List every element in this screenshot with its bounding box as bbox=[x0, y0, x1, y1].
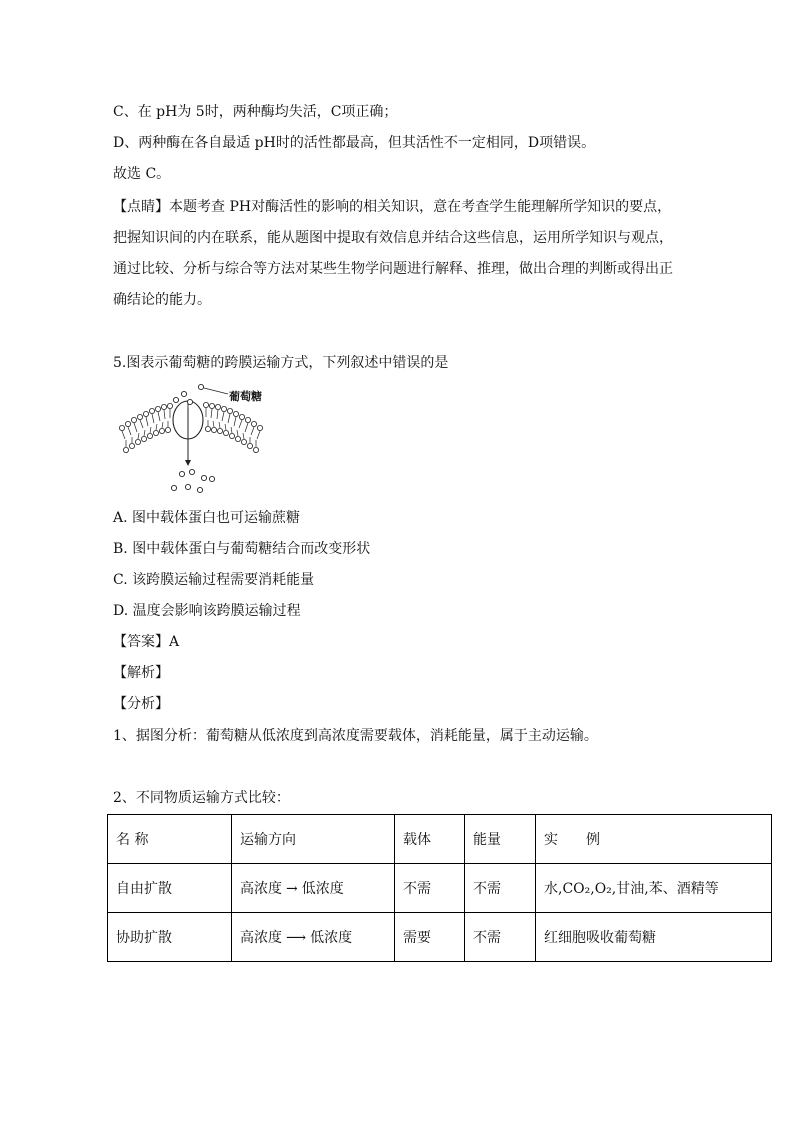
arrow-icon: → bbox=[286, 881, 298, 897]
membrane-diagram bbox=[112, 380, 282, 498]
arrow-icon: ⟶ bbox=[286, 930, 307, 946]
membrane-transport-figure bbox=[112, 380, 282, 498]
analysis-point-1: 1、据图分析：葡萄糖从低浓度到高浓度需要载体，消耗能量，属于主动运输。 bbox=[113, 728, 598, 744]
row-energy: 不需 bbox=[465, 864, 536, 913]
table-header-row bbox=[108, 815, 772, 864]
row-direction bbox=[232, 913, 395, 962]
option-c: C. 该跨膜运输过程需要消耗能量 bbox=[113, 572, 315, 588]
row-example: 水,CO₂,O₂,甘油,苯、酒精等 bbox=[536, 864, 772, 913]
analysis-subheading: 【分析】 bbox=[113, 696, 169, 712]
header-carrier: 载体 bbox=[395, 815, 465, 864]
direction-from: 高浓度 bbox=[240, 881, 282, 897]
header-name: 名 称 bbox=[108, 815, 232, 864]
table-row bbox=[108, 913, 772, 962]
row-carrier: 不需 bbox=[395, 864, 465, 913]
direction-to: 低浓度 bbox=[301, 881, 344, 897]
analysis-point-2: 2、不同物质运输方式比较： bbox=[113, 790, 290, 806]
direction-to: 低浓度 bbox=[310, 930, 353, 946]
table-row bbox=[108, 864, 772, 913]
option-a: A. 图中载体蛋白也可运输蔗糖 bbox=[113, 510, 301, 526]
row-direction bbox=[232, 864, 395, 913]
header-energy: 能量 bbox=[465, 815, 536, 864]
answer-label: 【答案】A bbox=[113, 634, 180, 650]
glucose-label: 葡萄糖 bbox=[229, 390, 262, 403]
row-energy: 不需 bbox=[465, 913, 536, 962]
header-direction: 运输方向 bbox=[232, 815, 395, 864]
header-example: 实 例 bbox=[536, 815, 772, 864]
option-b: B. 图中载体蛋白与葡萄糖结合而改变形状 bbox=[113, 541, 371, 557]
row-example: 红细胞吸收葡萄糖 bbox=[536, 913, 772, 962]
row-carrier: 需要 bbox=[395, 913, 465, 962]
analysis-heading: 【解析】 bbox=[113, 665, 169, 681]
transport-comparison-table bbox=[107, 814, 772, 962]
row-name: 协助扩散 bbox=[108, 913, 232, 962]
direction-from: 高浓度 bbox=[240, 930, 282, 946]
text-line-c: C、在 pH为 5时，两种酶均失活，C项正确； bbox=[113, 104, 398, 120]
question-5: 5.图表示葡萄糖的跨膜运输方式，下列叙述中错误的是 bbox=[113, 355, 449, 371]
note-paragraph: 【点睛】本题考查 PH对酶活性的影响的相关知识，意在考查学生能理解所学知识的要点，把握知识间的内在联系，能从题图中提取有效信息并结合这些信息，运用所学知识与观点，通过比较、分析与综合等方法对某些生物学问题进行解释、推理，做出合理的判断或得出正确结论的能力。 bbox=[113, 199, 673, 308]
text-line-d: D、两种酶在各自最适 pH时的活性都最高，但其活性不一定相同，D项错误。 bbox=[113, 135, 596, 151]
option-d: D. 温度会影响该跨膜运输过程 bbox=[113, 603, 301, 619]
text-line-conclusion: 故选 C。 bbox=[113, 166, 171, 182]
row-name: 自由扩散 bbox=[108, 864, 232, 913]
